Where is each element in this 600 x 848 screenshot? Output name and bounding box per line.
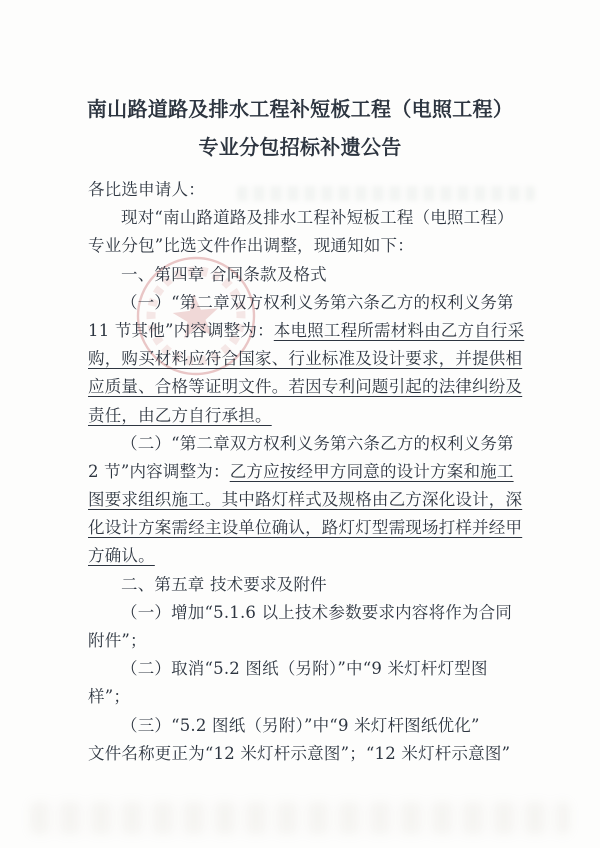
text-segment: 专业分包”比选文件作出调整，现通知如下： — [88, 236, 414, 256]
document-line — [88, 261, 548, 289]
underlined-text-segment: 化设计方案需经主设单位确认，路灯灯型需现场打样并经甲 — [88, 518, 523, 538]
document-line — [88, 571, 548, 599]
underlined-text-segment: 应质量、合格等证明文件。若因专利问题引起的法律纠纷及 — [88, 377, 523, 397]
underlined-text-segment: 本电照工程所需材料由乙方自行采 — [273, 320, 525, 340]
document-line — [88, 176, 548, 204]
text-segment: （二）“第二章双方权利义务第六条乙方的权利义务第 — [121, 433, 514, 453]
text-segment: （一）增加“5.1.6 以上技术参数要求内容将作为合同 — [121, 602, 513, 622]
document-line — [88, 514, 548, 542]
document-line — [88, 458, 548, 486]
document-line — [88, 655, 548, 683]
text-segment: 现对“南山路道路及排水工程补短板工程（电照工程） — [121, 208, 514, 228]
document-title — [0, 90, 600, 166]
underlined-text-segment: 方确认。 — [88, 546, 155, 566]
text-segment: 文件名称更正为“12 米灯杆示意图”；“12 米灯杆示意图” — [88, 743, 511, 763]
document-line — [88, 599, 548, 627]
text-segment: 一、第四章 合同条款及格式 — [121, 264, 327, 284]
text-segment: 2 节”内容调整为： — [88, 461, 230, 481]
document-title-line-2: 专业分包招标补遗公告 — [198, 135, 402, 159]
document-line — [88, 373, 548, 401]
document-line — [88, 402, 548, 430]
document-line — [88, 542, 548, 570]
text-segment: 二、第五章 技术要求及附件 — [121, 574, 327, 594]
document-line — [88, 627, 548, 655]
document-line — [88, 740, 548, 768]
text-segment: 附件”； — [88, 631, 147, 650]
document-line — [88, 430, 548, 458]
underlined-text-segment: 责任，由乙方自行承担。 — [88, 405, 272, 425]
document-line — [88, 317, 548, 345]
underlined-text-segment: 图要求组织施工。其中路灯样式及规格由乙方深化设计，深 — [88, 490, 523, 510]
text-segment: 11 节其他”内容调整为： — [88, 320, 274, 340]
underlined-text-segment: 购，购买材料应符合国家、行业标准及设计要求，并提供相 — [88, 349, 523, 369]
text-segment: （一）“第二章双方权利义务第六条乙方的权利义务第 — [121, 292, 514, 312]
text-segment: 样”； — [88, 687, 131, 707]
underlined-text-segment: 乙方应按经甲方同意的设计方案和施工 — [229, 461, 514, 481]
ink-bleed-artifact-bottom — [30, 802, 570, 834]
document-line — [88, 289, 548, 317]
document-title-line-1: 南山路道路及排水工程补短板工程（电照工程） — [86, 97, 514, 121]
document-body — [88, 176, 548, 768]
document-line — [88, 345, 548, 373]
text-segment: （二）取消“5.2 图纸（另附）”中“9 米灯杆灯型图 — [121, 659, 488, 679]
document-line — [88, 204, 548, 232]
text-segment: （三）“5.2 图纸（另附）”中“9 米灯杆图纸优化” — [121, 715, 480, 735]
document-line — [88, 232, 548, 260]
document-line — [88, 486, 548, 514]
text-segment: 各比选申请人： — [88, 180, 205, 199]
document-line — [88, 683, 548, 711]
document-line — [88, 712, 548, 740]
